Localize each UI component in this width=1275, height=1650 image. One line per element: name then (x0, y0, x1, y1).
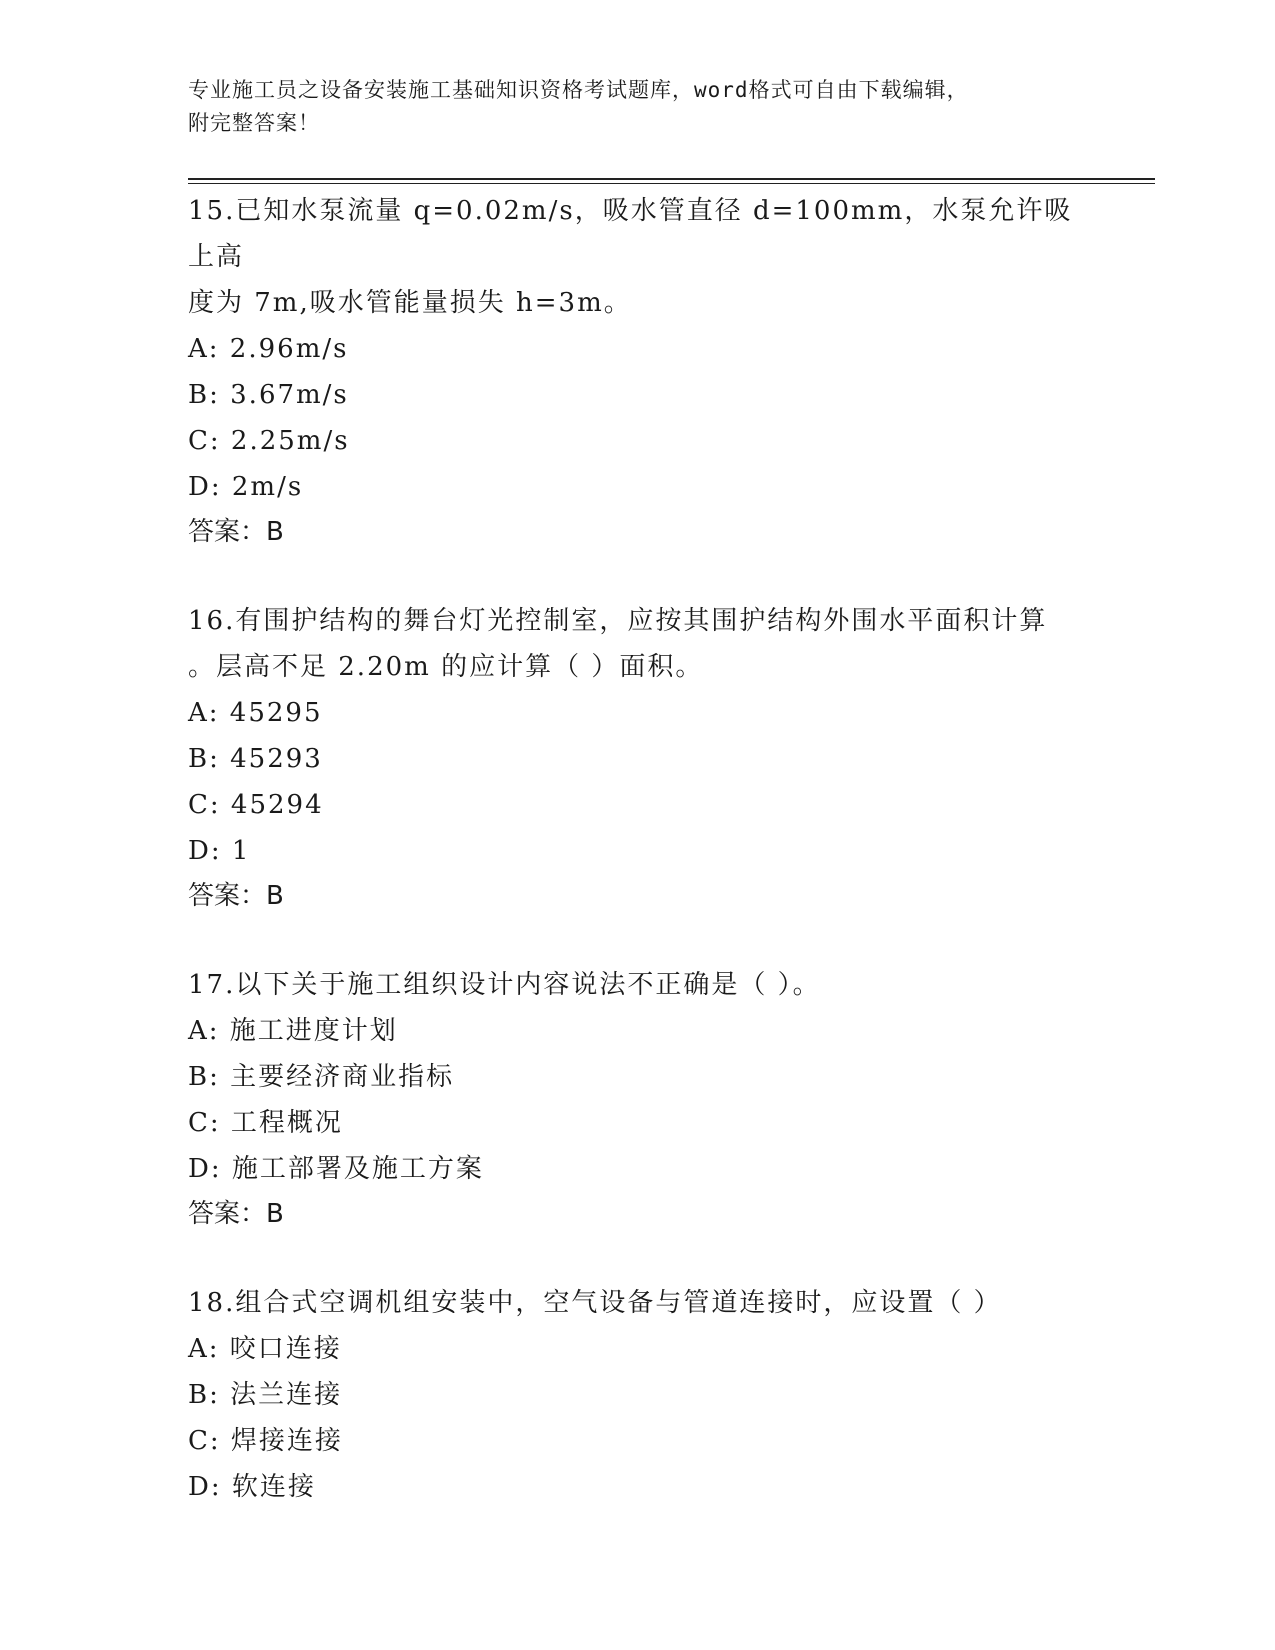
question-list (188, 188, 1088, 1554)
answer: 答案：B (188, 517, 284, 547)
header-divider-thin (188, 183, 1155, 184)
option-b: B: 主要经济商业指标 (188, 1062, 455, 1092)
header-line-2: 附完整答案！ (188, 111, 320, 135)
question-stem-continued: 度为 7m,吸水管能量损失 h=3m。 (188, 288, 632, 318)
question-stem: 18.组合式空调机组安装中，空气设备与管道连接时，应设置（ ） (188, 1288, 1002, 1318)
option-a: A: 45295 (188, 698, 323, 728)
question-stem: 17.以下关于施工组织设计内容说法不正确是（ ）。 (188, 970, 821, 1000)
question-18 (188, 1280, 1088, 1510)
question-17 (188, 962, 1088, 1236)
option-b: B: 45293 (188, 744, 323, 774)
header-divider-thick (188, 178, 1155, 180)
answer: 答案：B (188, 1199, 284, 1229)
question-16 (188, 598, 1088, 918)
option-c: C: 工程概况 (188, 1108, 343, 1138)
option-d: D: 2m/s (188, 472, 304, 502)
question-stem: 16.有围护结构的舞台灯光控制室，应按其围护结构外围水平面积计算 (188, 606, 1048, 636)
question-stem: 15.已知水泵流量 q=0.02m/s，吸水管直径 d=100mm，水泵允许吸上高 (188, 196, 1073, 272)
document-header (188, 74, 1088, 140)
option-c: C: 焊接连接 (188, 1426, 343, 1456)
header-line-1: 专业施工员之设备安装施工基础知识资格考试题库，word格式可自由下载编辑， (188, 78, 969, 102)
option-d: D: 施工部署及施工方案 (188, 1154, 484, 1184)
option-a: A: 咬口连接 (188, 1334, 342, 1364)
option-a: A: 施工进度计划 (188, 1016, 398, 1046)
option-d: D: 软连接 (188, 1472, 316, 1502)
option-d: D: 1 (188, 836, 251, 866)
option-c: C: 45294 (188, 790, 324, 820)
option-a: A: 2.96m/s (188, 334, 349, 364)
answer: 答案：B (188, 881, 284, 911)
option-c: C: 2.25m/s (188, 426, 350, 456)
option-b: B: 法兰连接 (188, 1380, 343, 1410)
option-b: B: 3.67m/s (188, 380, 349, 410)
question-15 (188, 188, 1088, 554)
question-stem-continued: 。层高不足 2.20m 的应计算（ ）面积。 (188, 652, 704, 682)
